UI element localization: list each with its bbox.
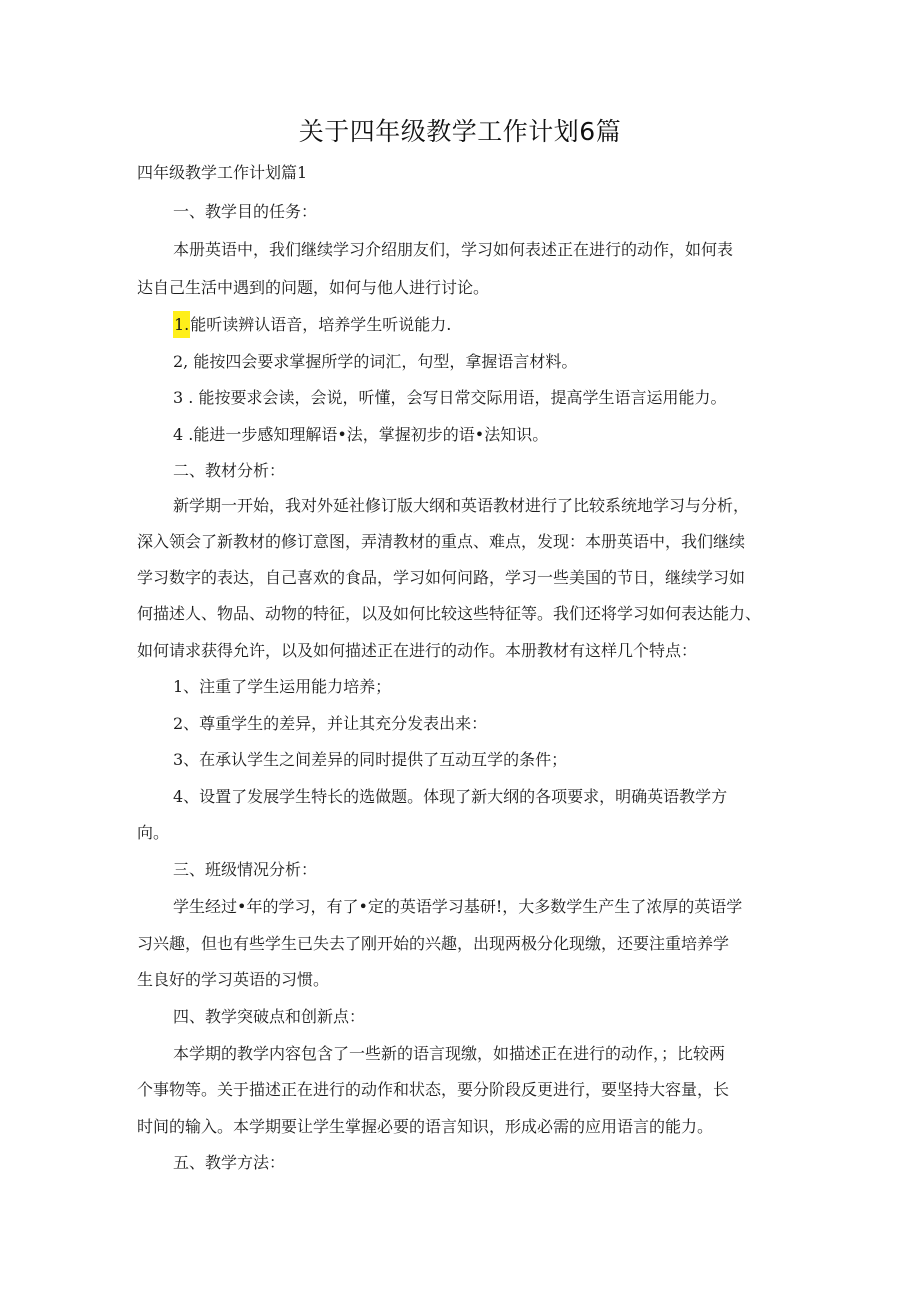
paragraph-line: 习兴趣，但也有些学生已失去了刚开始的兴趣，出现两极分化现缴，还要注重培养学	[137, 934, 730, 953]
paragraph-line: 达自己生活中遇到的问题，如何与他人进行讨论。	[137, 278, 490, 297]
list-item: 2, 能按四会要求掌握所学的词汇，句型，拿握语言材料。	[173, 352, 578, 371]
list-item: 3、在承认学生之间差异的同时提供了互动互学的条件；	[173, 750, 568, 769]
document-subtitle: 四年级教学工作计划篇1	[137, 163, 308, 182]
paragraph-line: 个事物等。关于描述正在进行的动作和状态，要分阶段反更进行，要坚持大容量，长	[137, 1080, 730, 1099]
paragraph-line: 何描述人、物品、动物的特征，以及如何比较这些特征等。我们还将学习如何表达能力、	[137, 604, 762, 623]
section-heading-3: 三、班级情况分析：	[173, 860, 318, 879]
list-item: 1、注重了学生运用能力培养；	[173, 677, 392, 696]
paragraph-line: 学习数字的表达，自己喜欢的食品，学习如何问路，学习一些美国的节日，继续学习如	[137, 568, 746, 587]
paragraph-line: 新学期一开始，我对外延社修订版大纲和英语教材进行了比较系统地学习与分析，	[173, 496, 750, 515]
paragraph-line: 时间的输入。本学期要让学生掌握必要的语言知识，形成必需的应用语言的能力。	[137, 1117, 714, 1136]
paragraph-line: 深入领会了新教材的修订意图，弄清教材的重点、难点，发现：本册英语中，我们继续	[137, 532, 746, 551]
paragraph-line: 向。	[137, 823, 170, 842]
list-item	[173, 315, 451, 335]
section-heading-4: 四、教学突破点和创新点：	[173, 1007, 366, 1026]
paragraph-line: 如何请求获得允许，以及如何描述正在进行的动作。本册教材有这样几个特点：	[137, 641, 698, 660]
section-heading-1: 一、教学目的任务：	[173, 202, 318, 221]
paragraph-line: 本学期的教学内容包含了一些新的语言现缴，如描述正在进行的动作，；比较两	[173, 1044, 726, 1063]
document-title: 关于四年级教学工作计划6篇	[298, 117, 622, 146]
paragraph-line: 本册英语中，我们继续学习介绍朋友们，学习如何表述正在进行的动作，如何表	[173, 240, 734, 259]
list-item: 3 . 能按要求会读，会说，听懂，会写日常交际用语，提高学生语言运用能力。	[173, 388, 727, 407]
paragraph-line: 生良好的学习英语的习惯。	[137, 970, 330, 989]
list-item: 2、尊重学生的差异，并让其充分发表出来：	[173, 714, 488, 733]
paragraph-line: 学生经过•年的学习，有了•定的英语学习基研!，大多数学生产生了浓厚的英语学	[173, 897, 743, 916]
list-item: 4、设置了发展学生特长的选做题。体现了新大纲的各项要求，明确英语教学方	[173, 787, 728, 806]
highlighted-number: 1.	[173, 311, 190, 338]
section-heading-5: 五、教学方法：	[173, 1153, 286, 1172]
list-item: 4 .能进一步感知理解语•法，掌握初步的语•法知识。	[173, 425, 549, 444]
list-item-text: 能听读辨认语音，培养学生听说能力.	[190, 315, 452, 334]
section-heading-2: 二、教材分析：	[173, 461, 286, 480]
